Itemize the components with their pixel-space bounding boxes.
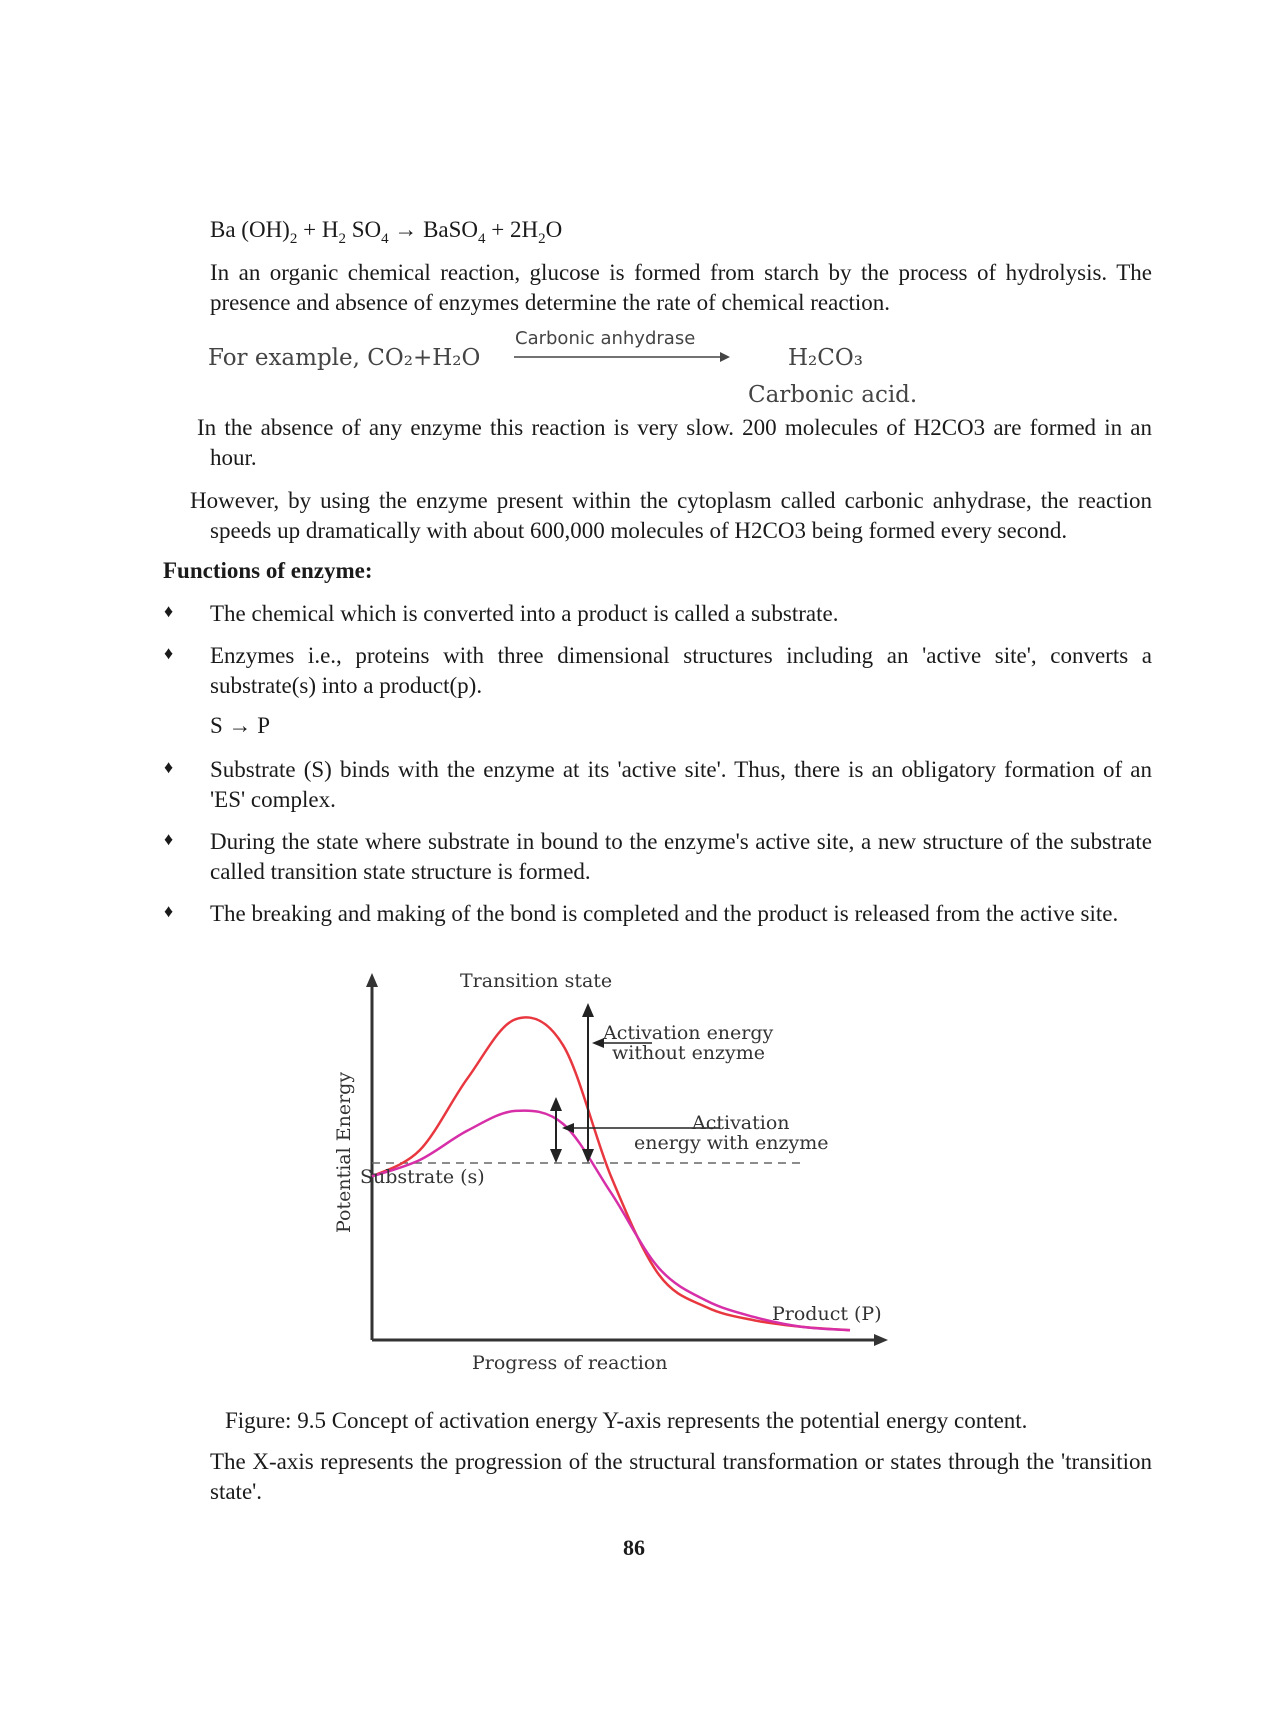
page-number: 86 (623, 1535, 645, 1560)
paragraph-x-axis: The X-axis represents the progression of the structural transformation or states through the 'transition state'. (210, 1449, 1152, 1504)
equation-barium: Ba $(OH)_2 + H_2$ $SO_4$ → BaSO$_4$ + $2H_2O$ (210, 217, 563, 247)
x-axis-label: Progress of reaction (472, 1352, 668, 1374)
y-axis-label: Potential Energy (333, 1071, 355, 1233)
bullet-item: Substrate (S) binds with the enzyme at its 'active site'. Thus, there is an obligatory formation of an 'ES' complex. (210, 757, 1152, 812)
y-axis-arrow-icon (366, 973, 378, 987)
paragraph-no-enzyme: In the absence of any enzyme this reaction is very slow. 200 molecules of H2CO3 are formed in an hour. (197, 415, 1152, 470)
enzyme-label: Carbonic anhydrase (515, 328, 696, 349)
arrow-head-icon (550, 1097, 562, 1111)
ae-without-label-1: Activation energy (603, 1022, 774, 1044)
ae-with-label-1: Activation (692, 1112, 790, 1134)
bullet-icon: ♦ (164, 757, 174, 777)
figure-caption: Figure: 9.5 Concept of activation energy Y-axis represents the potential energy content. (225, 1408, 1028, 1433)
product-label: Product (P) (772, 1303, 882, 1325)
bullet-icon: ♦ (164, 601, 174, 621)
bullet-item: The chemical which is converted into a product is called a substrate. (210, 601, 839, 626)
example-lhs: For example, CO₂+H₂O (208, 345, 481, 371)
bullet-item: The breaking and making of the bond is completed and the product is released from the active site. (210, 901, 1119, 926)
ae-with-label-2: energy with enzyme (634, 1132, 829, 1154)
activation-energy-chart (320, 945, 1000, 1385)
s-to-p-equation: S → P (210, 713, 271, 738)
bullet-icon: ♦ (164, 829, 174, 849)
arrow-head-icon (550, 1149, 562, 1163)
reaction-arrow-icon (512, 350, 732, 364)
arrow-head-icon (582, 1003, 594, 1017)
example-product: H₂CO₃ (788, 345, 863, 371)
bullet-icon: ♦ (164, 901, 174, 921)
bullet-item: Enzymes i.e., proteins with three dimensional structures including an 'active site', converts a substrate(s) into a product(p). (210, 643, 1152, 698)
x-axis-arrow-icon (874, 1334, 888, 1346)
ae-without-label-2: without enzyme (612, 1042, 766, 1064)
substrate-label: Substrate (s) (360, 1166, 485, 1188)
paragraph-hydrolysis: In an organic chemical reaction, glucose is formed from starch by the process of hydrolysis. The presence and absence of enzymes determine the rate of chemical reaction. (210, 260, 1152, 315)
functions-heading: Functions of enzyme: (163, 558, 373, 583)
bullet-icon: ♦ (164, 643, 174, 663)
example-product-name: Carbonic acid. (748, 382, 918, 408)
paragraph-with-enzyme: However, by using the enzyme present within the cytoplasm called carbonic anhydrase, the reaction speeds up dramatically with about 600,000 molecules of H2CO3 being formed every second. (190, 488, 1152, 543)
bullet-item: During the state where substrate in bound to the enzyme's active site, a new structure of the substrate called transition state structure is formed. (210, 829, 1152, 884)
transition-state-label: Transition state (460, 970, 613, 992)
